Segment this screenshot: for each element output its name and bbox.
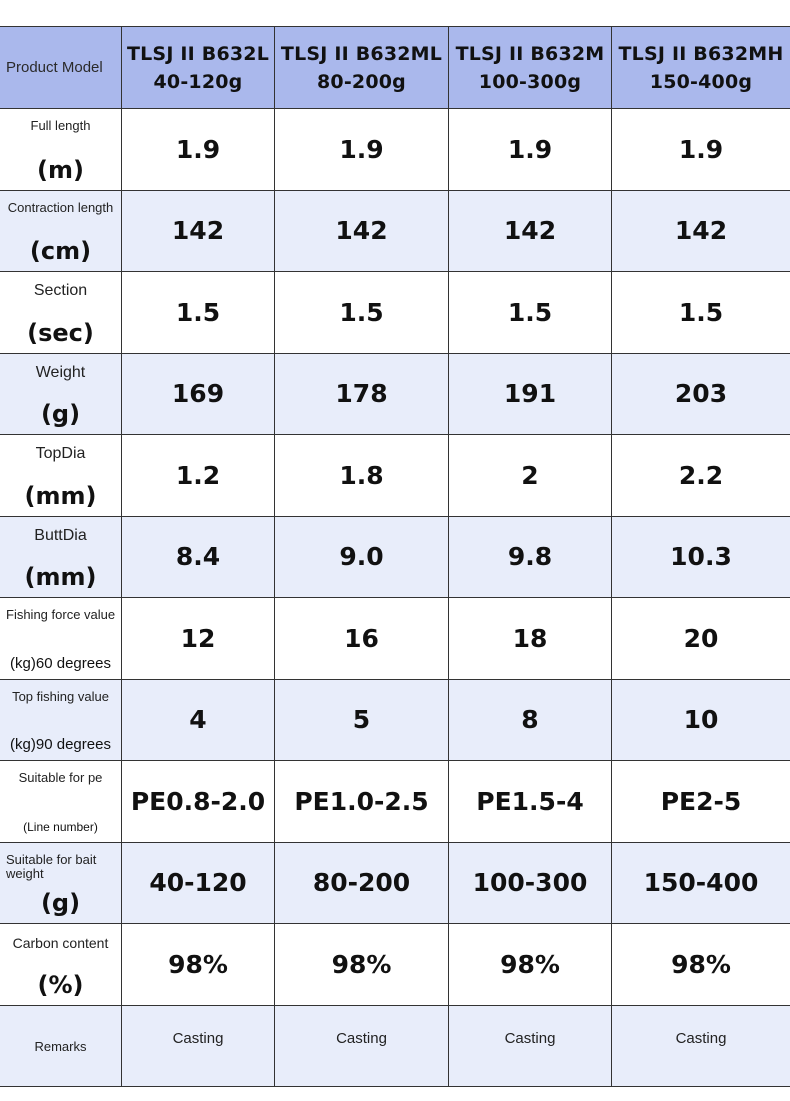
value-cell: 10.3 [670,542,732,572]
row-unit: (mm) [24,563,97,591]
model-weight: 40-120g [153,70,243,93]
value-cell: 142 [275,191,449,272]
value-cell: 2 [449,435,612,516]
remark-cell: Casting [675,1029,727,1047]
row-label [0,435,122,516]
row-label [0,517,122,598]
value-cell: 142 [122,191,275,272]
value-cell: 98% [275,924,449,1005]
value-cell: 1.5 [275,272,449,353]
value-cell: 1.5 [449,272,612,353]
table-header-row [0,27,790,109]
remark-cell: Casting [275,1006,449,1087]
row-label [0,191,122,272]
value-cell: 4 [122,680,275,761]
table-row [0,272,790,354]
row-name: Carbon content [12,935,109,951]
row-name: Full length [30,118,91,133]
value-cell: 5 [275,680,449,761]
value-cell: 8.4 [122,517,275,598]
value-cell: 203 [674,379,728,409]
row-unit: (g) [40,889,81,917]
value-cell: 1.9 [122,109,275,190]
row-unit: (%) [37,970,84,999]
row-unit: (g) [40,400,81,428]
model-header [275,27,449,108]
model-weight: 80-200g [317,70,406,93]
value-cell: 9.8 [449,517,612,598]
header-label: Product Model [0,27,122,108]
value-cell: 1.9 [449,109,612,190]
row-name: Section [33,282,88,299]
row-unit: (m) [37,155,84,184]
table-row [0,109,790,191]
table-row [0,598,790,680]
row-unit: (kg)90 degrees [10,736,111,753]
value-cell: PE0.8-2.0 [122,761,275,842]
table-row [0,761,790,843]
model-weight: 100-300g [478,70,582,93]
row-name: Top fishing value [12,688,109,704]
value-cell: 178 [275,354,449,435]
row-name: Suitable for pe [18,770,103,785]
model-name: TLSJ II B632ML [280,42,443,65]
value-cell: 40-120 [122,843,275,924]
row-name: TopDia [35,445,86,462]
table-row [0,517,790,599]
value-cell: PE1.5-4 [449,761,612,842]
value-cell: 98% [671,949,731,979]
model-name: TLSJ II B632M [455,42,605,65]
model-header [449,27,612,108]
value-cell: 142 [449,191,612,272]
table-row [0,924,790,1006]
value-cell: PE1.0-2.5 [275,761,449,842]
row-unit: (cm) [29,237,92,265]
row-name: Suitable for bait weight [6,851,97,881]
row-name: Weight [35,363,86,381]
value-cell: 191 [449,354,612,435]
row-label [0,761,122,842]
value-cell: 100-300 [449,843,612,924]
model-name: TLSJ II B632MH [618,42,784,65]
row-unit: (Line number) [23,819,98,834]
table-row [0,354,790,436]
value-cell: PE2-5 [660,786,742,816]
row-name: ButtDia [34,526,87,544]
table-row [0,843,790,925]
remarks-label: Remarks [0,1006,122,1087]
value-cell: 1.5 [122,272,275,353]
value-cell: 1.8 [275,435,449,516]
value-cell: 169 [122,354,275,435]
value-cell: 12 [122,598,275,679]
value-cell: 18 [449,598,612,679]
value-cell: 20 [683,623,719,653]
row-label [0,598,122,679]
remark-cell: Casting [449,1006,612,1087]
table-row [0,435,790,517]
table-row [0,191,790,273]
value-cell: 98% [449,924,612,1005]
remarks-row [0,1006,790,1088]
row-label [0,109,122,190]
value-cell: 1.2 [122,435,275,516]
row-label [0,680,122,761]
row-unit: (kg)60 degrees [10,654,111,672]
value-cell: 16 [275,598,449,679]
value-cell: 150-400 [643,868,759,898]
model-weight: 150-400g [649,70,753,93]
row-label [0,924,122,1005]
value-cell: 9.0 [275,517,449,598]
table-row [0,680,790,762]
model-name: TLSJ II B632L [126,42,270,65]
row-unit: (sec) [27,318,94,347]
value-cell: 98% [122,924,275,1005]
value-cell: 80-200 [275,843,449,924]
remark-cell: Casting [122,1006,275,1087]
row-unit: (mm) [24,481,97,510]
row-name: Contraction length [7,199,114,215]
value-cell: 1.9 [678,134,724,164]
model-header [612,27,790,108]
value-cell: 10 [683,705,719,735]
row-label [0,354,122,435]
value-cell: 1.5 [678,297,724,327]
row-label [0,843,122,924]
row-label [0,272,122,353]
value-cell: 8 [449,680,612,761]
value-cell: 2.2 [678,460,724,490]
spec-table [0,26,790,1087]
model-header [122,27,275,108]
value-cell: 1.9 [275,109,449,190]
value-cell: 142 [674,216,728,246]
row-name: Fishing force value [6,607,116,622]
